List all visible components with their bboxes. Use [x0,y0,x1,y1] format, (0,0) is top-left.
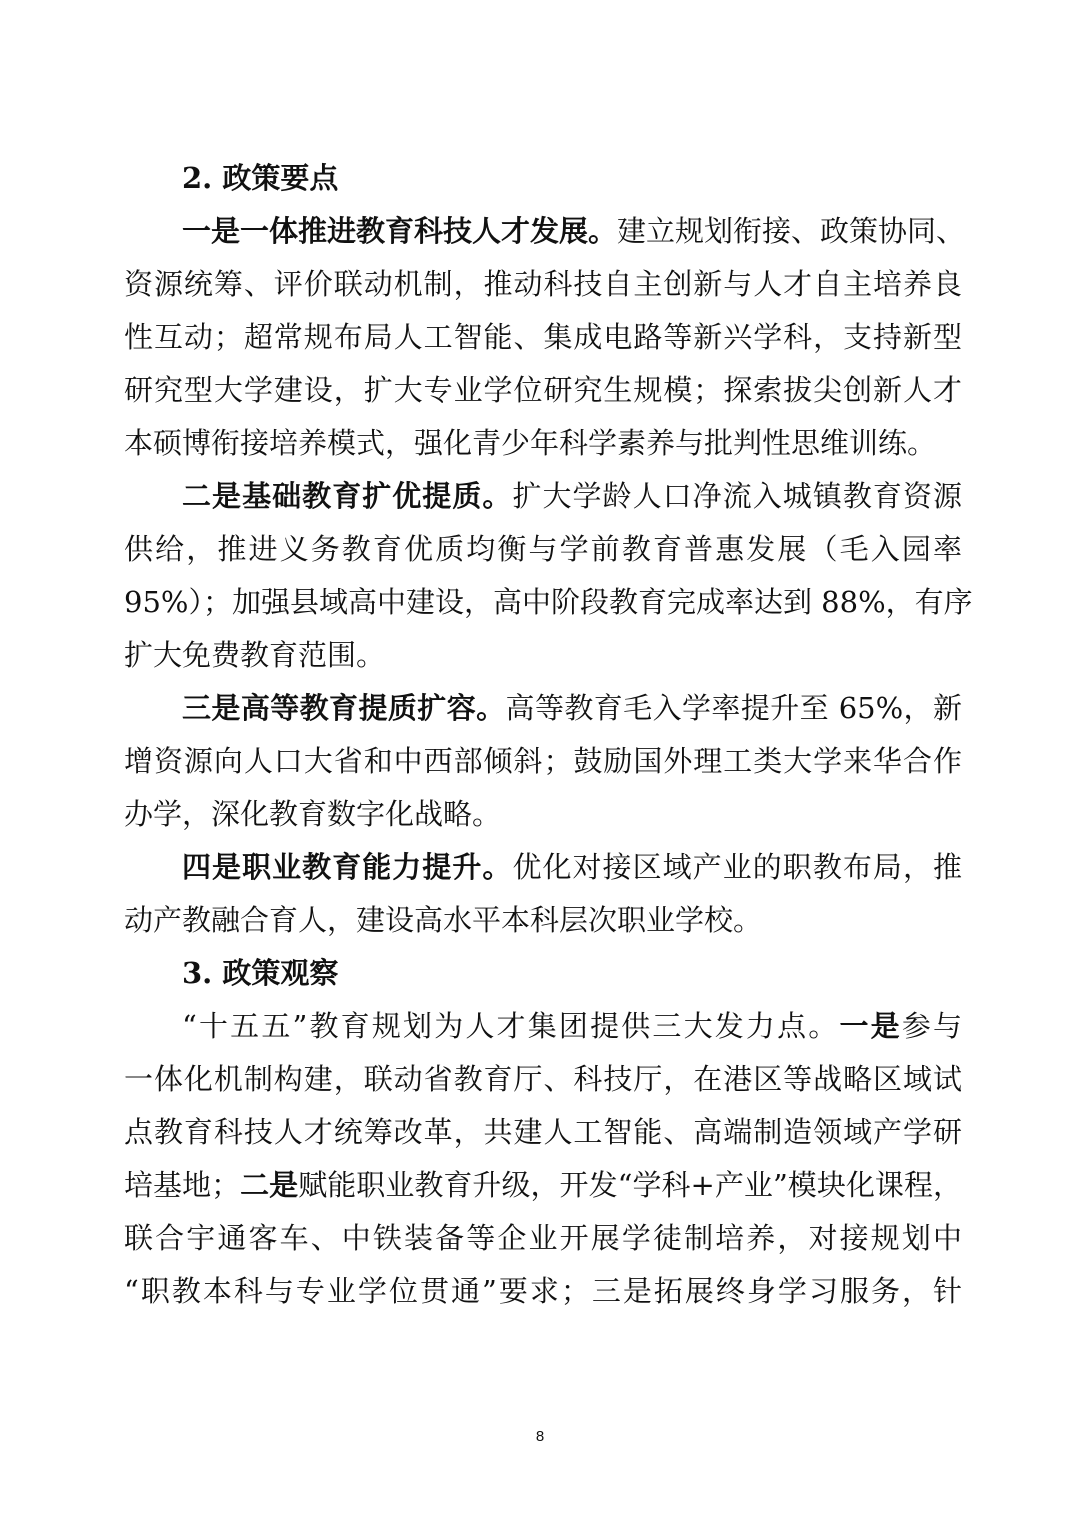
bold-lead: 二是 [240,1168,299,1202]
page-number: 8 [535,1428,545,1445]
section-heading-policy-observation: 3. 政策观察 [182,956,339,990]
text-line [124,470,962,523]
paragraph-higher-education [124,682,962,841]
text-line: 点教育科技人才统筹改革，共建人工智能、高端制造领域产学研 [124,1115,962,1149]
text-span: 扩大学龄人口净流入城镇教育资源 [512,479,962,513]
text-span: 赋能职业教育升级，开发“学科+产业”模块化课程， [298,1168,962,1202]
paragraph-integrated-development [124,205,966,470]
text-line: 办学，深化教育数字化战略。 [124,797,502,831]
text-line [124,1000,962,1053]
text-span: 参与 [901,1009,962,1043]
text-line: 供给，推进义务教育优质均衡与学前教育普惠发展（毛入园率 [124,532,962,566]
text-line: “职教本科与专业学位贯通”要求；三是拓展终身学习服务，针 [124,1274,962,1308]
text-line: 联合宇通客车、中铁装备等企业开展学徒制培养，对接规划中 [124,1221,962,1255]
text-span: 培基地； [124,1168,241,1202]
text-line [124,205,966,258]
text-line [124,841,962,894]
text-line: 动产教融合育人，建设高水平本科层次职业学校。 [124,903,763,937]
text-line [124,1159,962,1212]
text-line: 本硕博衔接培养模式，强化青少年科学素养与批判性思维训练。 [124,426,937,460]
text-span: 优化对接区域产业的职教布局，推 [512,850,962,884]
bold-lead: 三是高等教育提质扩容。 [182,691,506,725]
text-span: “十五五”教育规划为人才集团提供三大发力点。 [182,1009,840,1043]
text-line: 研究型大学建设，扩大专业学位研究生规模；探索拔尖创新人才 [124,373,962,407]
text-line [124,682,962,735]
bold-lead: 四是职业教育能力提升。 [182,850,513,884]
text-line: 95%）；加强县域高中建设，高中阶段教育完成率达到 88%，有序 [124,585,973,619]
paragraph-basic-education [124,470,973,682]
paragraph-observation [124,1000,962,1318]
text-line: 一体化机制构建，联动省教育厅、科技厅，在港区等战略区域试 [124,1062,962,1096]
bold-lead: 一是 [839,1009,902,1043]
paragraph-vocational-education [124,841,962,947]
bold-lead: 二是基础教育扩优提质。 [182,479,513,513]
section-heading-policy-points: 2. 政策要点 [182,161,339,195]
text-span: 高等教育毛入学率提升至 65%，新 [505,691,962,725]
text-line: 增资源向人口大省和中西部倾斜；鼓励国外理工类大学来华合作 [124,744,962,778]
page-content [124,152,973,1318]
bold-lead: 一是一体推进教育科技人才发展。 [182,214,618,248]
text-line: 性互动；超常规布局人工智能、集成电路等新兴学科，支持新型 [124,320,962,354]
text-line: 扩大免费教育范围。 [124,638,386,672]
text-span: 建立规划衔接、政策协同、 [617,214,966,248]
text-line: 资源统筹、评价联动机制，推动科技自主创新与人才自主培养良 [124,267,962,301]
